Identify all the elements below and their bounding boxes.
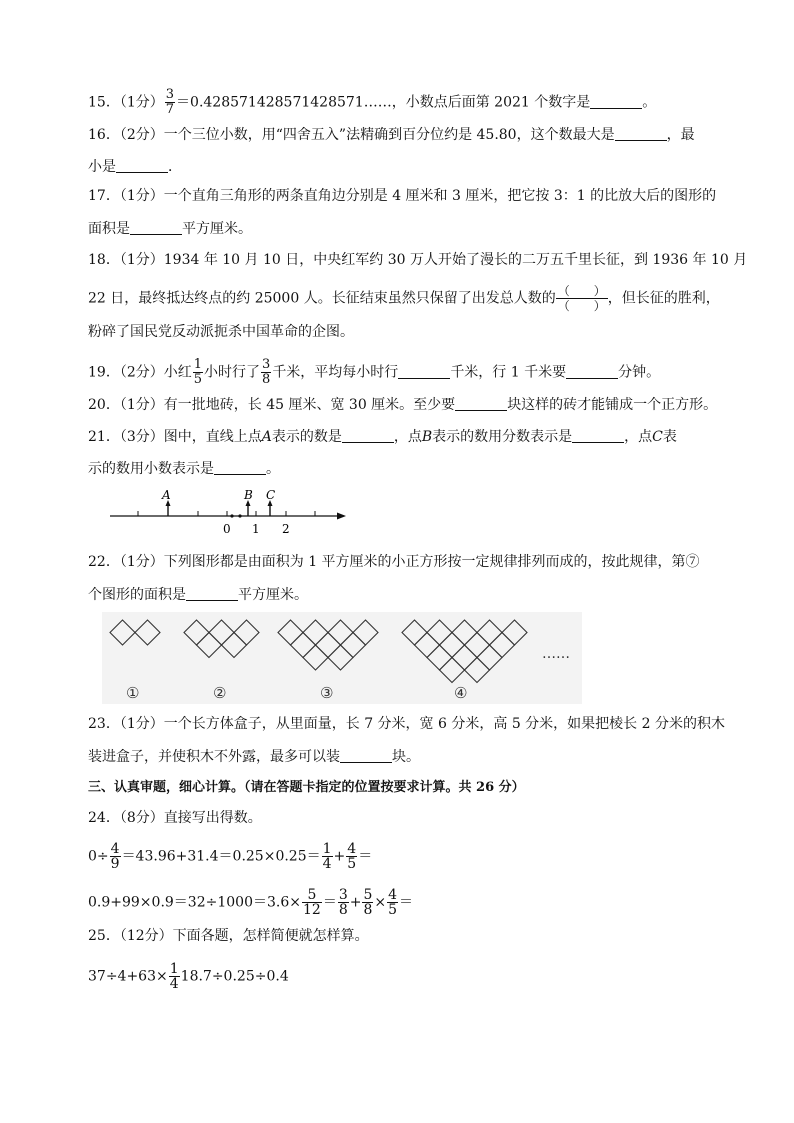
question-21-line2: 示的数用小数表示是 。: [88, 461, 280, 477]
question-24: 24．（8分）直接写出得数。: [88, 810, 262, 826]
label-a: A: [162, 490, 171, 502]
fraction: $\frac{4}{9}$: [110, 841, 120, 872]
answer-blank[interactable]: [130, 220, 182, 235]
question-21: 21．（3分）图中，直线上点A表示的数是 ，点B表示的数用分数表示是 ，点C表: [88, 429, 677, 445]
question-22-line2: 个图形的面积是 平方厘米。: [88, 587, 308, 603]
square-pattern-figure: [102, 612, 582, 704]
fraction: $\frac{5}{8}$: [363, 887, 373, 918]
section-3-heading: 三、认真审题，细心计算。（请在答题卡指定的位置按要求计算。共 26 分）: [88, 780, 525, 795]
question-19: 19．（2分）小红 $\frac{1}{5}$ 小时行了 $\frac{3}{8}$ 千米，平均每小时行 千米，行 1 千米要 分钟。: [88, 357, 661, 387]
figure-label-4: ④: [454, 684, 468, 702]
fraction-1-5: $\frac{1}{5}$: [193, 357, 203, 387]
answer-blank[interactable]: [342, 428, 394, 443]
question-17-line2: 面积是 平方厘米。: [88, 221, 252, 237]
fraction: $\frac{1}{4}$: [169, 961, 179, 992]
question-20: 20．（1分）有一批地砖，长 45 厘米、宽 30 厘米。至少要 块这样的砖才能铺成一个正方形。: [88, 397, 718, 413]
tick-marks: [138, 511, 315, 516]
answer-blank[interactable]: [116, 158, 168, 173]
question-18-line3: 粉碎了国民党反动派扼杀中国革命的企图。: [88, 324, 354, 340]
answer-blank[interactable]: [572, 428, 624, 443]
question-15: 15．（1分） $\frac{3}{7}$ ＝0.428571428571428571……，小数点后面第 2021 个数字是 。: [88, 87, 657, 117]
answer-blank[interactable]: [566, 364, 618, 379]
fraction-3-8: $\frac{3}{8}$: [262, 357, 271, 387]
question-16-line2: 小是 ．: [88, 159, 182, 175]
question-23: 23．（1分）一个长方体盒子，从里面量，长 7 分米，宽 6 分米，高 5 分米，如果把棱长 2 分米的积木: [88, 716, 725, 732]
figure-label-3: ③: [320, 684, 334, 702]
answer-blank[interactable]: [186, 586, 238, 601]
fraction: $\frac{1}{4}$: [322, 841, 332, 872]
question-18-line2: 22 日，最终抵达终点的约 25000 人。长征结束虽然只保留了出发总人数的 （ ） （ ） ，但长征的胜利，: [88, 284, 720, 313]
question-17: 17．（1分）一个直角三角形的两条直角边分别是 4 厘米和 3 厘米，把它按 3：1 的比放大后的图形的: [88, 188, 717, 204]
point-b-marker: [246, 500, 251, 516]
answer-blank[interactable]: [615, 126, 667, 141]
question-16: 16．（2分）一个三位小数，用“四舍五入”法精确到百分位约是 45.80，这个数最大是 ，最: [88, 127, 695, 143]
q15-text: ＝0.428571428571428571……，小数点后面第 2021 个数字是: [176, 94, 591, 111]
q15-score: （1分）: [119, 94, 164, 111]
label-b: B: [244, 490, 253, 502]
number-line-figure: [104, 490, 354, 538]
q24-row-2: 0.9+99×0.9＝32÷1000＝3.6× $\frac{5}{12}$ ＝ $\frac{3}{8}$ + $\frac{5}{8}$ × $\frac{4}{5}$ ＝: [88, 887, 414, 918]
point-c-marker: [268, 500, 273, 516]
fraction: $\frac{5}{12}$: [302, 887, 321, 918]
q15-number: 15．: [88, 94, 120, 111]
answer-blank[interactable]: [398, 364, 450, 379]
fraction-3-7: $\frac{3}{7}$: [165, 87, 175, 117]
q24-row-1: 0÷ $\frac{4}{9}$ ＝43.96+31.4＝0.25×0.25＝ $\frac{1}{4}$ + $\frac{4}{5}$ ＝: [88, 841, 373, 872]
answer-blank[interactable]: [214, 460, 266, 475]
arrow-head-icon: [337, 513, 346, 520]
fraction: $\frac{3}{8}$: [338, 887, 348, 918]
question-23-line2: 装进盒子，并使积木不外露，最多可以装 块。: [88, 749, 420, 765]
ellipsis: ……: [542, 646, 570, 662]
answer-blank[interactable]: [340, 748, 392, 763]
answer-blank[interactable]: [455, 396, 507, 411]
fraction: $\frac{4}{5}$: [388, 887, 398, 918]
tick-label-1: 1: [252, 522, 260, 536]
fraction: $\frac{4}{5}$: [347, 841, 357, 872]
question-22: 22．（1分）下列图形都是由面积为 1 平方厘米的小正方形按一定规律排列而成的，按此规律，第⑦: [88, 554, 700, 570]
fraction-answer-blank[interactable]: （ ） （ ）: [557, 284, 606, 313]
answer-blank[interactable]: [590, 94, 642, 109]
label-c: C: [266, 490, 276, 502]
point-a-marker: [166, 500, 171, 516]
figure-label-1: ①: [126, 684, 140, 702]
question-25: 25．（12分）下面各题，怎样简便就怎样算。: [88, 928, 369, 944]
question-18: 18．（1分）1934 年 10 月 10 日，中央红军约 30 万人开始了漫长的二万五千里长征，到 1936 年 10 月: [88, 252, 748, 268]
q25-row-1: 37÷4+63× $\frac{1}{4}$ 18.7÷0.25÷0.4: [88, 961, 289, 992]
tick-label-0: 0: [223, 522, 231, 536]
tick-label-2: 2: [282, 522, 290, 536]
figure-label-2: ②: [213, 684, 227, 702]
